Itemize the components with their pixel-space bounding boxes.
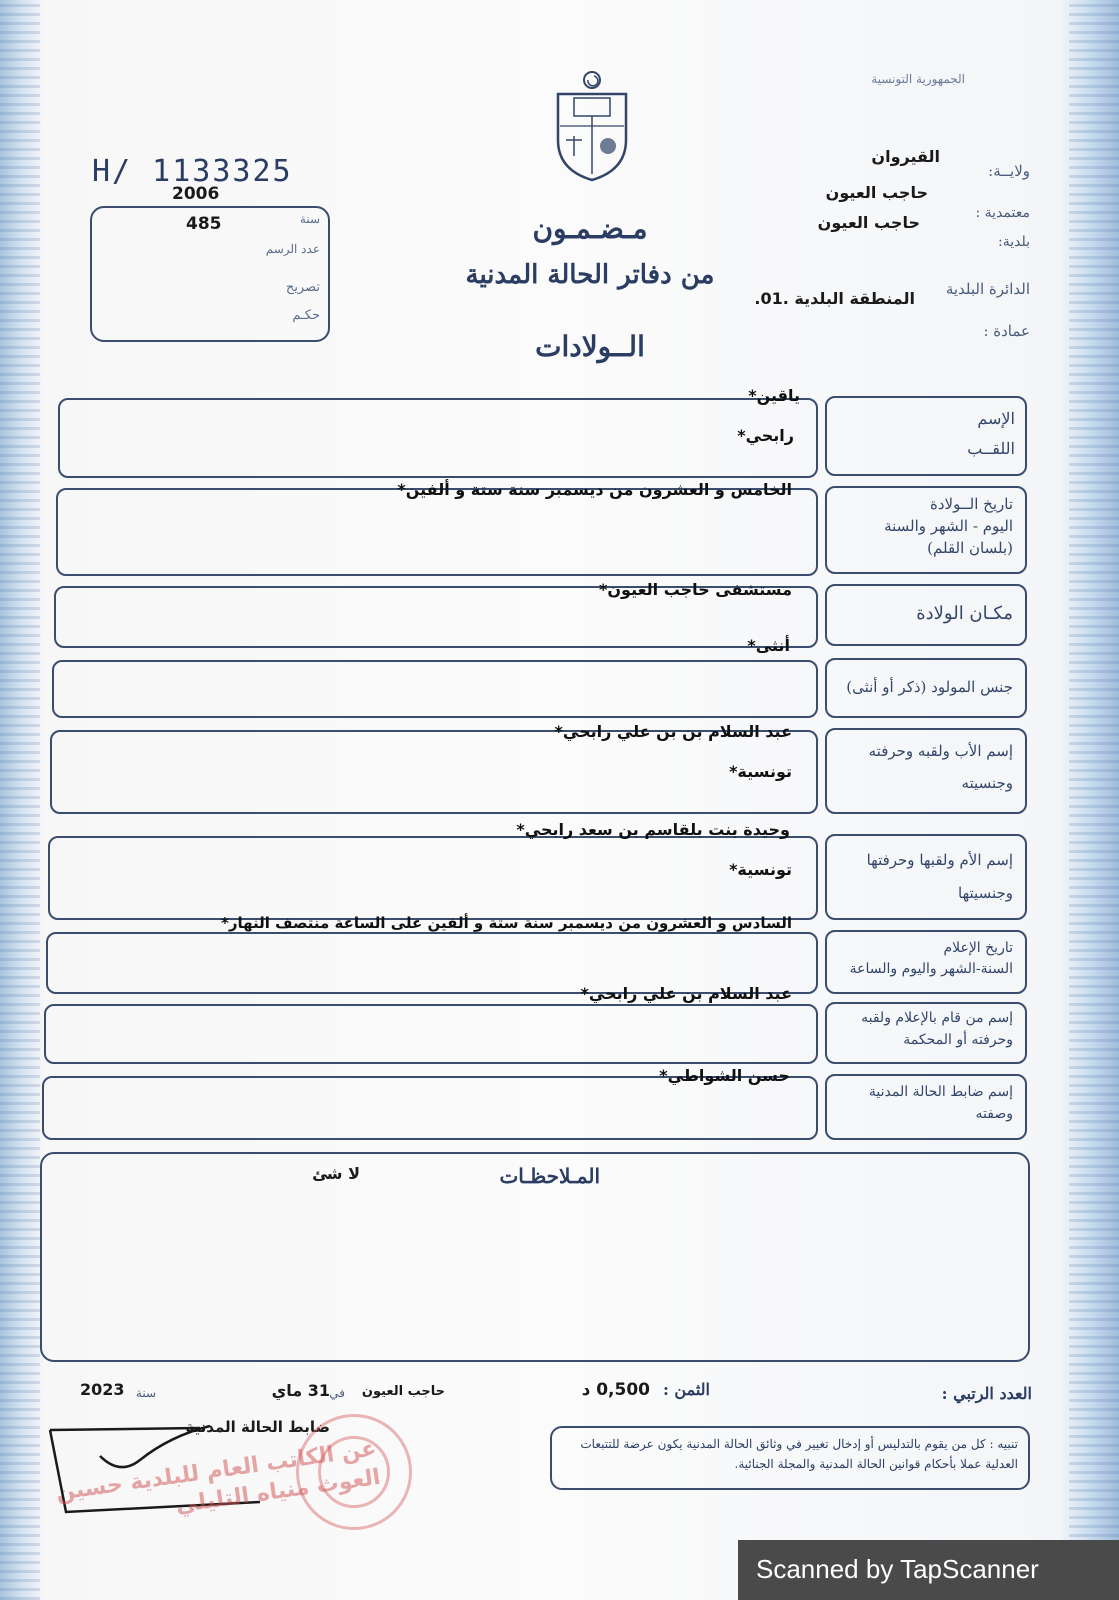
value-surname: رابحي* [737,426,794,445]
value-box-sex [52,660,818,718]
value-mother-name: وحيدة بنت بلقاسم بن سعد رابحي* [516,820,790,839]
scanner-watermark-text: Scanned by TapScanner [756,1554,1039,1584]
value-mother-nationality: تونسية* [729,860,792,879]
officer-title: ضابط الحالة المدنية [185,1418,330,1436]
warning-text: تنبيه : كل من يقوم بالتدليس أو إدخال تغيير في وثائق الحالة المدنية يكون عرضة للتتبعات العدلية عملا بأحكام قوانين الحالة المدنية والمجلة الجنائية. [580,1437,1018,1472]
footer-on-label: في [329,1386,345,1400]
value-box-declarant [44,1004,818,1064]
right-guilloche-border [1069,0,1119,1600]
label-mother: إسم الأم ولقبها وحرفتها وجنسيتها [866,851,1013,902]
daira-value: المنطقة البلدية .01. [754,289,915,308]
title-line2: من دفاتر الحالة المدنية [465,260,715,290]
label-birth-date: تاريخ الــولادة اليوم - الشهر والسنة (بلسان القلم) [884,495,1013,557]
value-declarant: عبد السلام بن علي رابحي* [580,984,792,1003]
reg-number-value: 485 [186,214,222,234]
imada-label: عمادة : [983,322,1030,340]
scanner-watermark [738,1540,1119,1600]
coat-of-arms-icon [552,70,632,182]
serial-number-label: العدد الرتبي : [941,1384,1032,1403]
footer-place: حاجب العيون [361,1384,445,1399]
daira-label: الدائرة البلدية [945,280,1030,298]
reg-year-value: 2006 [172,184,220,204]
label-birth-place: مكـان الولادة [916,603,1013,624]
left-guilloche-border [0,0,40,1600]
label-declarant: إسم من قام بالإعلام ولقبه وحرفته أو المحكمة [861,1010,1013,1048]
footer-year-label: سنة [135,1386,156,1400]
label-declaration-date: تاريخ الإعلام السنة-الشهر واليوم والساعة [849,940,1013,977]
reg-declaration-label: تصريح [285,280,320,295]
stamp-text: عن الكاتب العام للبلدية حسين العوث منياه التليلي [54,1436,382,1518]
document-number: H/ 1133325 [92,154,293,189]
mootamadia-label: معتمدية : [975,205,1030,221]
label-sex: جنس المولود (ذكر أو أنثى) [846,678,1013,696]
value-father-nationality: تونسية* [729,762,792,781]
label-father: إسم الأب ولقبه وحرفته وجنسيته [868,742,1013,792]
title-line1: مـضـمـون [532,212,648,245]
value-officer: حسن الشواطي* [659,1066,790,1085]
label-name: الإسم اللقــب [967,409,1015,459]
baladia-label: بلدية: [998,234,1030,250]
reg-judgment-label: حكـم [292,308,320,323]
remarks-value: لا شئ [312,1164,360,1183]
republic-label: الجمهورية التونسية [871,72,965,86]
reg-number-label: عدد الرسم [265,242,320,256]
reg-year-label: سنة [299,212,320,226]
wilaya-label: ولايــة: [988,162,1030,180]
footer-year-value: 2023 [80,1380,125,1399]
value-birth-date: الخامس و العشرون من ديسمبر سنة ستة و ألفين* [397,480,792,499]
value-box-officer [42,1076,818,1140]
remarks-label: المـلاحظـات [499,1164,600,1188]
price-label: الثمن : [662,1380,710,1399]
value-birth-place: مستشفى حاجب العيون* [599,580,792,599]
wilaya-value: القيروان [871,147,940,166]
value-sex: أنثى* [747,636,790,655]
footer-date: 31 ماي [271,1381,330,1400]
value-father-name: عبد السلام بن بن علي رابحي* [554,722,792,741]
value-first-name: ياقين* [748,386,800,405]
baladia-value: حاجب العيون [817,213,920,232]
value-declaration-date: السادس و العشرون من ديسمبر سنة ستة و ألفين على الساعة منتصف النهار* [220,914,792,932]
price-value: 0,500 د [581,1380,650,1400]
value-box-birth-date [56,488,818,576]
mootamadia-value: حاجب العيون [825,183,928,202]
label-officer: إسم ضابط الحالة المدنية وصفته [868,1084,1013,1122]
title-line3: الــولادات [535,330,645,363]
